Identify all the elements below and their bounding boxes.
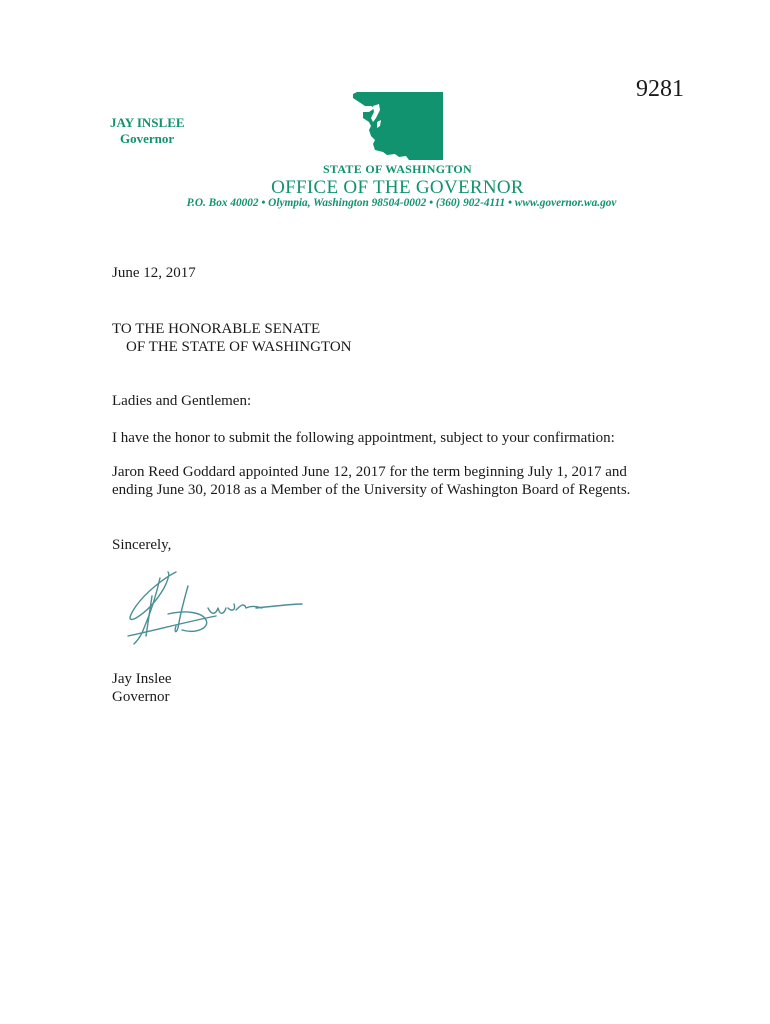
paragraph-appointment (112, 463, 630, 499)
document-number: 9281 (636, 76, 684, 102)
handwritten-signature (116, 566, 306, 646)
recipient-block (112, 320, 351, 356)
letter-date: June 12, 2017 (112, 265, 196, 281)
governor-name: JAY INSLEE (110, 115, 185, 130)
recipient-line-2: OF THE STATE OF WASHINGTON (126, 339, 352, 355)
signature-block (112, 670, 172, 706)
signer-name: Jay Inslee (112, 671, 172, 687)
governor-title: Governor (120, 131, 175, 146)
appointment-line-1: Jaron Reed Goddard appointed June 12, 2017 for the term beginning July 1, 2017 and (112, 464, 627, 480)
paragraph-request: I have the honor to submit the following appointment, subject to your confirmation: (112, 430, 615, 446)
office-of-the-governor-heading: OFFICE OF THE GOVERNOR (271, 177, 524, 198)
salutation: Ladies and Gentlemen: (112, 393, 252, 409)
closing: Sincerely, (112, 537, 172, 553)
letterhead-address: P.O. Box 40002 • Olympia, Washington 98504-0002 • (360) 902-4111 • www.governor.wa.gov (186, 197, 617, 209)
letterhead-governor-block (110, 115, 185, 147)
signer-title: Governor (112, 689, 170, 705)
washington-state-map-icon (349, 92, 443, 160)
appointment-line-2: ending June 30, 2018 as a Member of the University of Washington Board of Regents. (112, 482, 631, 498)
state-of-washington-heading: STATE OF WASHINGTON (322, 162, 473, 176)
recipient-line-1: TO THE HONORABLE SENATE (112, 321, 321, 337)
